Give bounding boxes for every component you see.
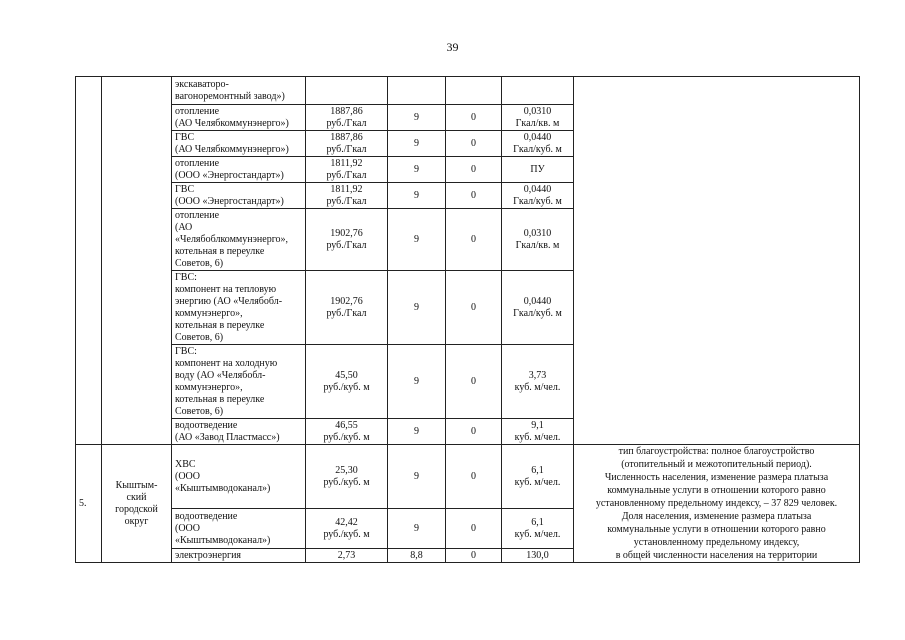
note-cell: тип благоустройства: полное благоустройство (отопительный и межотопительный период). Численность населения, изменение размера платыза коммунальные услуги в отношении которого равно установленному предельному индексу, – 37 829 человек. Доля населения, изменение размера платыза коммунальные услуги в отношении которого равно установленному предельному индексу, в общей численности населения на территории: [574, 445, 860, 563]
norm-cell: 130,0: [502, 549, 574, 563]
service-cell: электроэнергия: [172, 549, 306, 563]
index-cell: 9: [388, 157, 446, 183]
percent-cell: 0: [446, 445, 502, 509]
index-cell: 9: [388, 345, 446, 419]
norm-cell: 6,1 куб. м/чел.: [502, 445, 574, 509]
tariff-cell: 2,73: [306, 549, 388, 563]
index-cell: 9: [388, 271, 446, 345]
percent-cell: 0: [446, 271, 502, 345]
index-cell: 9: [388, 209, 446, 271]
service-cell: отопление (ООО «Энергостандарт»): [172, 157, 306, 183]
row-number-cell: [76, 77, 102, 445]
index-cell: 8,8: [388, 549, 446, 563]
municipality-cell: [102, 77, 172, 445]
municipality-cell: Кыштым- ский городской округ: [102, 445, 172, 563]
index-cell: 9: [388, 509, 446, 549]
percent-cell: 0: [446, 419, 502, 445]
page-number: 39: [446, 40, 459, 54]
percent-cell: [446, 77, 502, 105]
tariff-cell: 1811,92 руб./Гкал: [306, 157, 388, 183]
norm-cell: ПУ: [502, 157, 574, 183]
norm-cell: 0,0440 Гкал/куб. м: [502, 131, 574, 157]
tariff-cell: [306, 77, 388, 105]
service-cell: ГВС: компонент на холодную воду (АО «Челябобл- коммунэнерго», котельная в переулке Советов, 6): [172, 345, 306, 419]
tariff-cell: 42,42 руб./куб. м: [306, 509, 388, 549]
norm-cell: [502, 77, 574, 105]
percent-cell: 0: [446, 183, 502, 209]
norm-cell: 9,1 куб. м/чел.: [502, 419, 574, 445]
norm-cell: 0,0440 Гкал/куб. м: [502, 183, 574, 209]
service-cell: водоотведение (АО «Завод Пластмасс»): [172, 419, 306, 445]
note-cell-empty: [574, 77, 860, 445]
percent-cell: 0: [446, 549, 502, 563]
percent-cell: 0: [446, 209, 502, 271]
percent-cell: 0: [446, 509, 502, 549]
tariff-cell: 45,50 руб./куб. м: [306, 345, 388, 419]
tariff-cell: 1887,86 руб./Гкал: [306, 105, 388, 131]
tariff-cell: 1902,76 руб./Гкал: [306, 209, 388, 271]
norm-cell: 3,73 куб. м/чел.: [502, 345, 574, 419]
norm-cell: 0,0310 Гкал/кв. м: [502, 209, 574, 271]
table-row: [76, 445, 860, 509]
index-cell: 9: [388, 105, 446, 131]
row-number-cell: 5.: [76, 445, 102, 563]
tariff-cell: 25,30 руб./куб. м: [306, 445, 388, 509]
service-cell: экскаваторо- вагоноремонтный завод»): [172, 77, 306, 105]
service-cell: ГВС (ООО «Энергостандарт»): [172, 183, 306, 209]
service-cell: водоотведение (ООО «Кыштымводоканал»): [172, 509, 306, 549]
index-cell: [388, 77, 446, 105]
index-cell: 9: [388, 445, 446, 509]
norm-cell: 0,0440 Гкал/куб. м: [502, 271, 574, 345]
service-cell: ХВС (ООО «Кыштымводоканал»): [172, 445, 306, 509]
service-cell: ГВС: компонент на тепловую энергию (АО «Челябобл- коммунэнерго», котельная в переулке Советов, 6): [172, 271, 306, 345]
service-cell: ГВС (АО Челябкоммунэнерго»): [172, 131, 306, 157]
percent-cell: 0: [446, 131, 502, 157]
index-cell: 9: [388, 131, 446, 157]
service-cell: отопление (АО «Челябоблкоммунэнерго», котельная в переулке Советов, 6): [172, 209, 306, 271]
percent-cell: 0: [446, 157, 502, 183]
percent-cell: 0: [446, 105, 502, 131]
tariff-table: [75, 76, 860, 563]
tariff-cell: 1887,86 руб./Гкал: [306, 131, 388, 157]
tariff-cell: 46,55 руб./куб. м: [306, 419, 388, 445]
service-cell: отопление (АО Челябкоммунэнерго»): [172, 105, 306, 131]
percent-cell: 0: [446, 345, 502, 419]
norm-cell: 0,0310 Гкал/кв. м: [502, 105, 574, 131]
norm-cell: 6,1 куб. м/чел.: [502, 509, 574, 549]
table-row: [76, 77, 860, 105]
index-cell: 9: [388, 419, 446, 445]
index-cell: 9: [388, 183, 446, 209]
tariff-cell: 1811,92 руб./Гкал: [306, 183, 388, 209]
tariff-cell: 1902,76 руб./Гкал: [306, 271, 388, 345]
